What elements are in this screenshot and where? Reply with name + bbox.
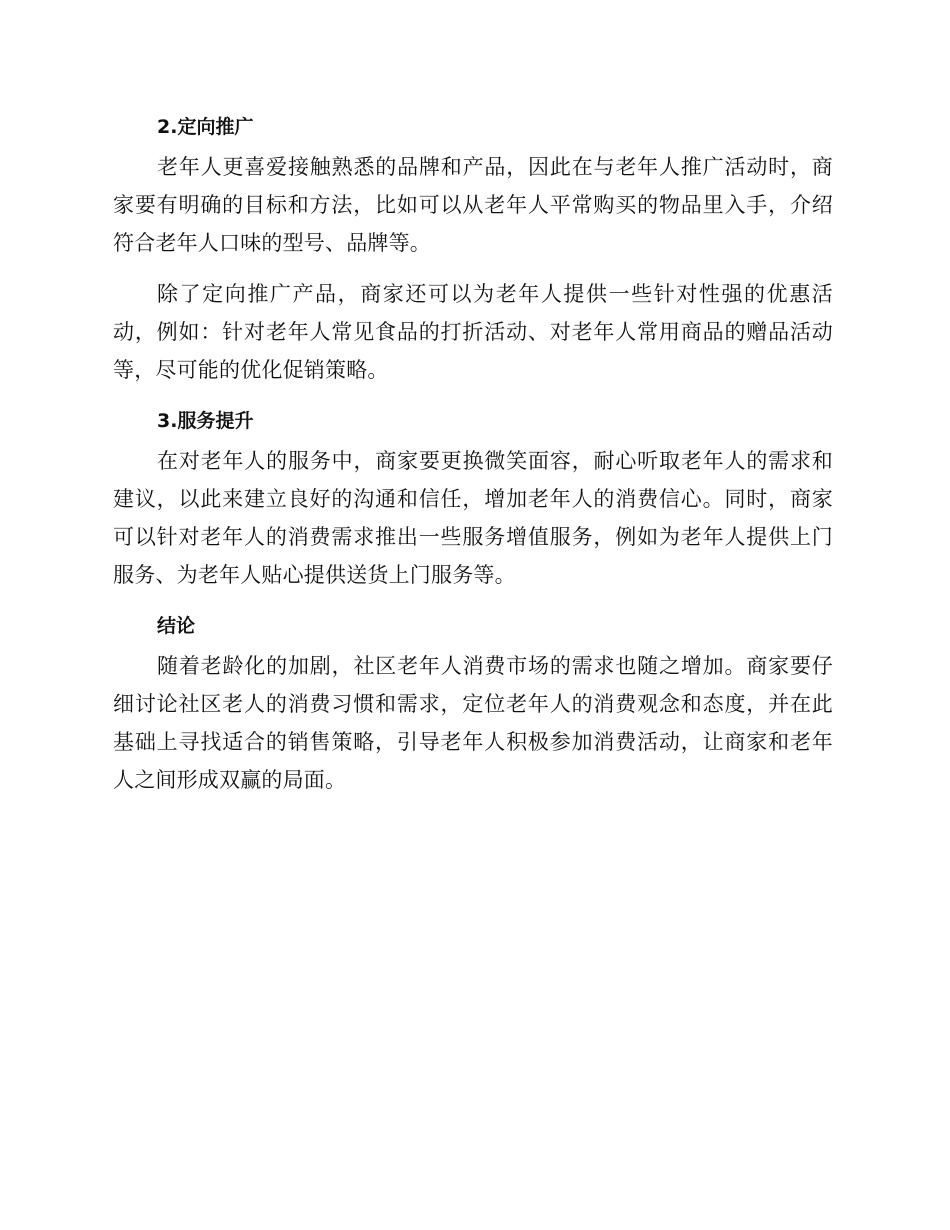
- document-body: [113, 108, 833, 812]
- paragraph: 在对老年人的服务中，商家要更换微笑面容，耐心听取老年人的需求和建议，以此来建立良好的沟通和信任，增加老年人的消费信心。同时，商家可以针对老年人的消费需求推出一些服务增值服务，例如为老年人提供上门服务、为老年人贴心提供送货上门服务等。: [113, 449, 833, 587]
- section-heading: 2.定向推广: [157, 116, 254, 138]
- paragraph: 除了定向推广产品，商家还可以为老年人提供一些针对性强的优惠活动，例如：针对老年人常见食品的打折活动、对老年人常用商品的赠品活动等，尽可能的优化促销策略。: [113, 282, 833, 382]
- paragraph: 老年人更喜爱接触熟悉的品牌和产品，因此在与老年人推广活动时，商家要有明确的目标和方法，比如可以从老年人平常购买的物品里入手，介绍符合老年人口味的型号、品牌等。: [113, 155, 833, 255]
- paragraph: 随着老龄化的加剧，社区老年人消费市场的需求也随之增加。商家要仔细讨论社区老人的消费习惯和需求，定位老年人的消费观念和态度，并在此基础上寻找适合的销售策略，引导老年人积极参加消费活动，让商家和老年人之间形成双赢的局面。: [113, 654, 833, 792]
- section-heading: 结论: [157, 615, 196, 637]
- section-heading: 3.服务提升: [157, 410, 254, 432]
